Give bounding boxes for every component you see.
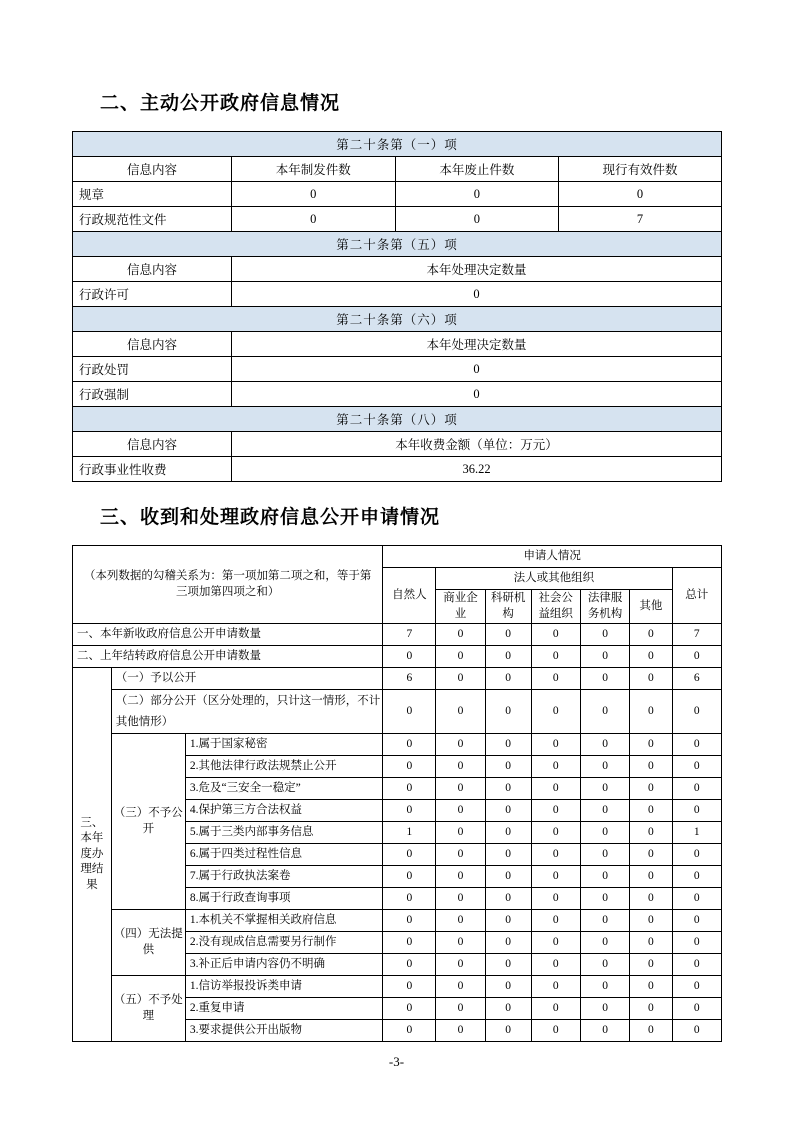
cell-value: 0 — [630, 1020, 672, 1042]
cell-value: 0 — [672, 932, 721, 954]
cell-value: 0 — [580, 646, 629, 668]
cell-value: 0 — [436, 976, 485, 998]
cell-value: 6 — [383, 668, 436, 690]
cell-value: 0 — [383, 690, 436, 734]
cell-value: 0 — [630, 800, 672, 822]
column-header: 信息内容 — [73, 332, 232, 357]
item-label: 1.本机关不掌握相关政府信息 — [185, 910, 383, 932]
column-header-total: 总计 — [672, 568, 721, 624]
table-row — [73, 132, 722, 157]
cell-value: 0 — [630, 976, 672, 998]
cell-value: 0 — [436, 998, 485, 1020]
item-label: 5.属于三类内部事务信息 — [185, 822, 383, 844]
cell-value: 0 — [672, 690, 721, 734]
table-row — [73, 407, 722, 432]
column-header: 本年废止件数 — [395, 157, 559, 182]
cell-value: 0 — [383, 910, 436, 932]
cell-value: 0 — [383, 800, 436, 822]
cell-value: 0 — [559, 182, 722, 207]
cell-value: 0 — [630, 668, 672, 690]
cell-value: 0 — [531, 932, 580, 954]
cell-value: 0 — [485, 932, 531, 954]
cell-value: 0 — [630, 778, 672, 800]
cell-value: 0 — [395, 207, 559, 232]
cell-value: 0 — [672, 998, 721, 1020]
subgroup-label: （三）不予公开 — [111, 734, 185, 910]
cell-value: 0 — [630, 932, 672, 954]
column-header: 社会公益组织 — [531, 590, 580, 624]
cell-value: 7 — [672, 624, 721, 646]
column-header-natural: 自然人 — [383, 568, 436, 624]
cell-value: 1 — [383, 822, 436, 844]
row-label: 规章 — [73, 182, 232, 207]
cell-value: 0 — [580, 624, 629, 646]
column-header: 信息内容 — [73, 432, 232, 457]
column-header: 其他 — [630, 590, 672, 624]
table-row — [73, 690, 722, 734]
cell-value: 0 — [485, 954, 531, 976]
cell-value: 0 — [580, 998, 629, 1020]
item-label: 6.属于四类过程性信息 — [185, 844, 383, 866]
table-row — [73, 546, 722, 568]
cell-value: 0 — [485, 976, 531, 998]
cell-value: 0 — [436, 734, 485, 756]
column-header: 信息内容 — [73, 257, 232, 282]
column-header: 法律服务机构 — [580, 590, 629, 624]
section-2-title: 二、主动公开政府信息情况 — [100, 93, 341, 114]
group-header: 第二十条第（一）项 — [73, 132, 722, 157]
cell-value: 0 — [436, 844, 485, 866]
cell-value: 0 — [580, 910, 629, 932]
applicant-group-header: 申请人情况 — [383, 546, 722, 568]
cell-value: 0 — [436, 910, 485, 932]
cell-value: 0 — [531, 866, 580, 888]
cell-value: 0 — [630, 888, 672, 910]
cell-value: 0 — [383, 998, 436, 1020]
table-requests-handling — [72, 545, 722, 1042]
cell-value: 0 — [672, 866, 721, 888]
item-label: 2.没有现成信息需要另行制作 — [185, 932, 383, 954]
subgroup-label: （一）予以公开 — [111, 668, 383, 690]
table-proactive-disclosure — [72, 131, 722, 482]
table-row — [73, 232, 722, 257]
cell-value: 0 — [580, 822, 629, 844]
cell-value: 0 — [383, 844, 436, 866]
cell-value: 0 — [485, 646, 531, 668]
table-row — [73, 282, 722, 307]
row-label-group-3: 三、本年度办理结果 — [73, 668, 112, 1042]
cell-value: 0 — [672, 1020, 721, 1042]
cell-value: 0 — [383, 866, 436, 888]
column-header: 本年处理决定数量 — [232, 332, 722, 357]
cell-value: 0 — [580, 690, 629, 734]
cell-value: 0 — [531, 756, 580, 778]
cell-value: 0 — [630, 844, 672, 866]
table-row — [73, 382, 722, 407]
cell-value: 0 — [531, 910, 580, 932]
cell-value: 0 — [436, 822, 485, 844]
cell-value: 0 — [580, 1020, 629, 1042]
row-label: 二、上年结转政府信息公开申请数量 — [73, 646, 383, 668]
row-label: 行政规范性文件 — [73, 207, 232, 232]
cell-value: 0 — [672, 646, 721, 668]
row-label: 一、本年新收政府信息公开申请数量 — [73, 624, 383, 646]
cell-value: 0 — [485, 778, 531, 800]
cell-value: 0 — [672, 888, 721, 910]
cell-value: 0 — [383, 932, 436, 954]
cell-value: 0 — [630, 624, 672, 646]
item-label: 2.其他法律行政法规禁止公开 — [185, 756, 383, 778]
column-header: 商业企业 — [436, 590, 485, 624]
item-label: 3.补正后申请内容仍不明确 — [185, 954, 383, 976]
column-header-legal-group: 法人或其他组织 — [436, 568, 672, 590]
cell-value: 0 — [531, 734, 580, 756]
cell-value: 0 — [531, 888, 580, 910]
cell-value: 0 — [630, 756, 672, 778]
cell-value: 0 — [436, 668, 485, 690]
cell-value: 0 — [436, 756, 485, 778]
cell-value: 0 — [383, 646, 436, 668]
cell-value: 0 — [485, 756, 531, 778]
cell-value: 0 — [485, 844, 531, 866]
cell-value: 0 — [580, 976, 629, 998]
cell-value: 0 — [436, 624, 485, 646]
cell-value: 0 — [580, 866, 629, 888]
table-row — [73, 157, 722, 182]
table-row — [73, 624, 722, 646]
cell-value: 0 — [383, 756, 436, 778]
cell-value: 0 — [485, 734, 531, 756]
cell-value: 36.22 — [232, 457, 722, 482]
cell-value: 0 — [531, 822, 580, 844]
column-header: 本年制发件数 — [232, 157, 396, 182]
cell-value: 0 — [383, 1020, 436, 1042]
item-label: 8.属于行政查询事项 — [185, 888, 383, 910]
cell-value: 0 — [580, 668, 629, 690]
cell-value: 0 — [580, 932, 629, 954]
cell-value: 7 — [559, 207, 722, 232]
item-label: 7.属于行政执法案卷 — [185, 866, 383, 888]
cell-value: 0 — [672, 844, 721, 866]
prescript-note: （本列数据的勾稽关系为：第一项加第二项之和，等于第三项加第四项之和） — [73, 546, 383, 624]
cell-value: 0 — [630, 822, 672, 844]
cell-value: 0 — [531, 1020, 580, 1042]
group-header: 第二十条第（五）项 — [73, 232, 722, 257]
cell-value: 0 — [232, 207, 396, 232]
table-row — [73, 668, 722, 690]
table-row — [73, 432, 722, 457]
cell-value: 0 — [580, 756, 629, 778]
cell-value: 7 — [383, 624, 436, 646]
cell-value: 0 — [580, 734, 629, 756]
cell-value: 0 — [232, 357, 722, 382]
cell-value: 0 — [436, 866, 485, 888]
cell-value: 0 — [672, 756, 721, 778]
cell-value: 0 — [630, 954, 672, 976]
cell-value: 0 — [436, 800, 485, 822]
cell-value: 0 — [672, 910, 721, 932]
cell-value: 0 — [630, 734, 672, 756]
page-number: -3- — [388, 1054, 405, 1069]
group-header: 第二十条第（八）项 — [73, 407, 722, 432]
cell-value: 0 — [672, 734, 721, 756]
row-label: 行政许可 — [73, 282, 232, 307]
cell-value: 0 — [485, 822, 531, 844]
cell-value: 0 — [232, 382, 722, 407]
column-header: 科研机构 — [485, 590, 531, 624]
table-row — [73, 357, 722, 382]
table-row — [73, 332, 722, 357]
section-3-title: 三、收到和处理政府信息公开申请情况 — [100, 507, 441, 528]
cell-value: 0 — [485, 668, 531, 690]
cell-value: 0 — [436, 646, 485, 668]
group-header: 第二十条第（六）项 — [73, 307, 722, 332]
cell-value: 0 — [630, 866, 672, 888]
item-label: 2.重复申请 — [185, 998, 383, 1020]
cell-value: 0 — [485, 690, 531, 734]
item-label: 3.危及“三安全一稳定” — [185, 778, 383, 800]
cell-value: 0 — [485, 910, 531, 932]
item-label: 3.要求提供公开出版物 — [185, 1020, 383, 1042]
cell-value: 0 — [630, 998, 672, 1020]
subgroup-label: （五）不予处理 — [111, 976, 185, 1042]
row-label: 行政强制 — [73, 382, 232, 407]
table-row — [73, 910, 722, 932]
cell-value: 0 — [531, 668, 580, 690]
cell-value: 0 — [395, 182, 559, 207]
cell-value: 1 — [672, 822, 721, 844]
cell-value: 0 — [531, 954, 580, 976]
row-label: 行政事业性收费 — [73, 457, 232, 482]
cell-value: 0 — [436, 778, 485, 800]
cell-value: 0 — [580, 888, 629, 910]
item-label: 1.属于国家秘密 — [185, 734, 383, 756]
cell-value: 0 — [672, 800, 721, 822]
cell-value: 0 — [383, 954, 436, 976]
cell-value: 0 — [580, 844, 629, 866]
table-row — [73, 182, 722, 207]
item-label: 1.信访举报投诉类申请 — [185, 976, 383, 998]
cell-value: 0 — [436, 690, 485, 734]
table-row — [73, 207, 722, 232]
table-row — [73, 976, 722, 998]
cell-value: 0 — [485, 624, 531, 646]
column-header: 信息内容 — [73, 157, 232, 182]
cell-value: 0 — [672, 778, 721, 800]
table-row — [73, 307, 722, 332]
cell-value: 0 — [485, 888, 531, 910]
cell-value: 0 — [531, 844, 580, 866]
cell-value: 0 — [531, 800, 580, 822]
item-label: 4.保护第三方合法权益 — [185, 800, 383, 822]
row-label: 行政处罚 — [73, 357, 232, 382]
cell-value: 0 — [531, 646, 580, 668]
cell-value: 0 — [383, 778, 436, 800]
cell-value: 0 — [630, 690, 672, 734]
cell-value: 0 — [531, 690, 580, 734]
cell-value: 0 — [383, 976, 436, 998]
cell-value: 0 — [672, 976, 721, 998]
cell-value: 0 — [485, 800, 531, 822]
cell-value: 0 — [232, 182, 396, 207]
cell-value: 0 — [436, 888, 485, 910]
cell-value: 0 — [436, 932, 485, 954]
cell-value: 0 — [436, 954, 485, 976]
table-row — [73, 734, 722, 756]
cell-value: 0 — [485, 866, 531, 888]
subgroup-label: （四）无法提供 — [111, 910, 185, 976]
table-row — [73, 646, 722, 668]
cell-value: 0 — [580, 800, 629, 822]
column-header: 本年收费金额（单位：万元） — [232, 432, 722, 457]
cell-value: 0 — [672, 954, 721, 976]
table-row — [73, 457, 722, 482]
column-header: 现行有效件数 — [559, 157, 722, 182]
column-header: 本年处理决定数量 — [232, 257, 722, 282]
cell-value: 0 — [630, 910, 672, 932]
cell-value: 0 — [531, 998, 580, 1020]
cell-value: 0 — [531, 624, 580, 646]
cell-value: 0 — [383, 734, 436, 756]
cell-value: 0 — [485, 1020, 531, 1042]
cell-value: 0 — [383, 888, 436, 910]
cell-value: 6 — [672, 668, 721, 690]
cell-value: 0 — [531, 778, 580, 800]
cell-value: 0 — [580, 778, 629, 800]
cell-value: 0 — [531, 976, 580, 998]
cell-value: 0 — [630, 646, 672, 668]
cell-value: 0 — [485, 998, 531, 1020]
cell-value: 0 — [232, 282, 722, 307]
cell-value: 0 — [580, 954, 629, 976]
subgroup-label: （二）部分公开（区分处理的，只计这一情形，不计其他情形） — [111, 690, 383, 734]
cell-value: 0 — [436, 1020, 485, 1042]
table-row — [73, 257, 722, 282]
page-content — [72, 88, 722, 1042]
